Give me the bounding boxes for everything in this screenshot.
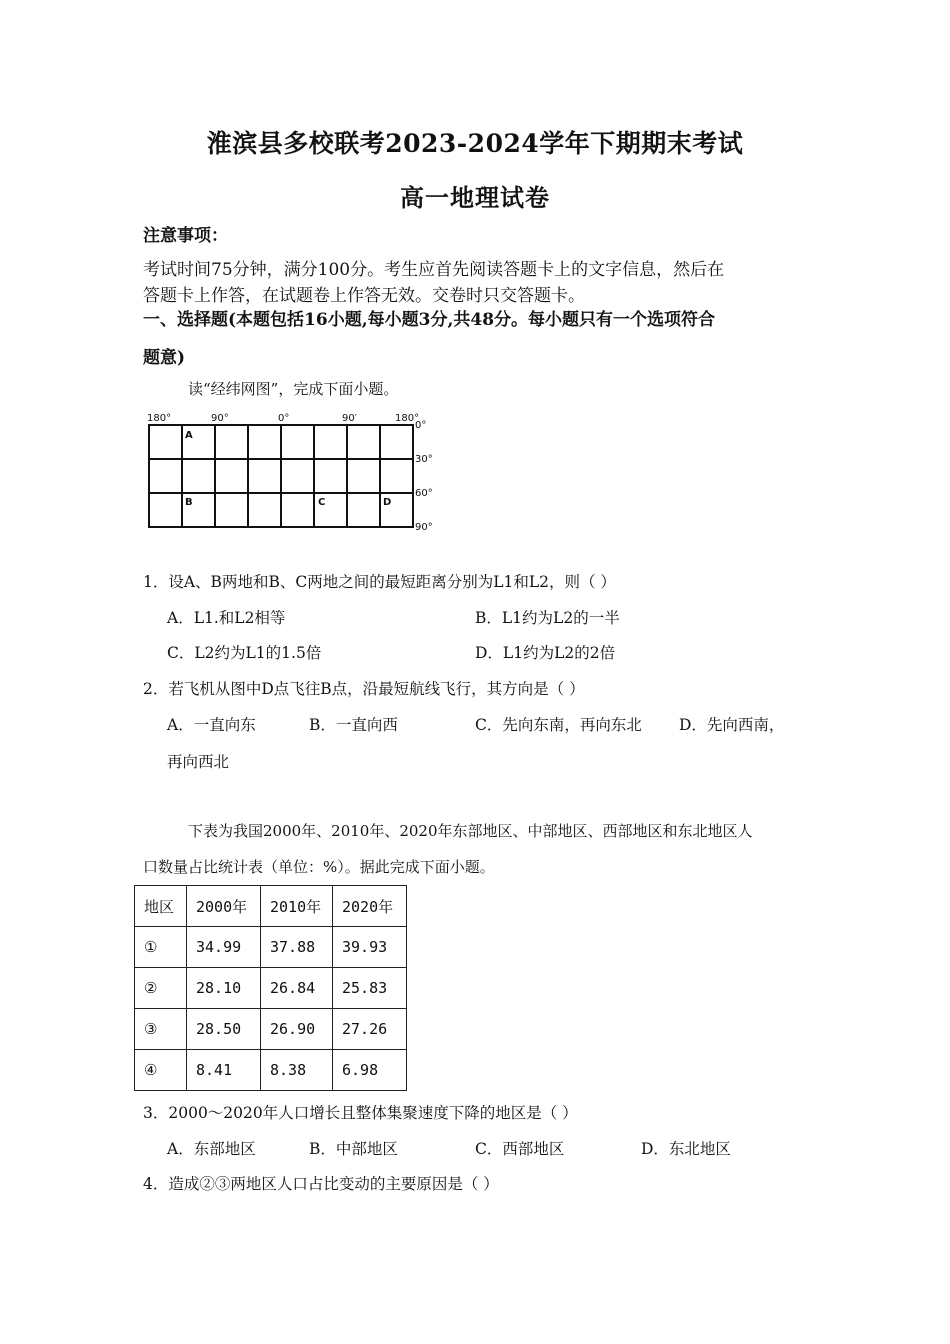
header-cell: 地区	[135, 886, 187, 927]
lon-label-0: 0°	[278, 413, 290, 424]
q3-option-a: A．东部地区	[167, 1140, 256, 1158]
lon-label-180e: 180°	[395, 413, 420, 424]
lat-label-60: 60°	[415, 488, 433, 499]
notice-line-1: 考试时间75分钟，满分100分。考生应首先阅读答题卡上的文字信息，然后在	[143, 260, 725, 280]
table-intro-line-1: 下表为我国2000年、2010年、2020年东部地区、中部地区、西部地区和东北地区人	[188, 822, 753, 840]
table-cell: 34.99	[187, 927, 261, 968]
point-c-label: C	[318, 497, 326, 508]
header-cell: 2000年	[187, 886, 261, 927]
section-heading-line-1: 一、选择题(本题包括16小题,每小题3分,共48分。每小题只有一个选项符合	[143, 310, 716, 330]
notice-heading: 注意事项：	[143, 226, 228, 246]
lon-label-90e: 90′	[342, 413, 357, 424]
figure-intro: 读“经纬网图”，完成下面小题。	[188, 380, 399, 398]
table-header-row	[135, 886, 407, 927]
table-cell: 37.88	[261, 927, 333, 968]
exam-subtitle: 高一地理试卷	[400, 183, 550, 212]
table-cell: 27.26	[333, 1009, 407, 1050]
lat-label-90: 90°	[415, 522, 433, 533]
point-b-label: B	[185, 497, 193, 508]
lon-label-90w: 90°	[211, 413, 229, 424]
table-cell: 26.84	[261, 968, 333, 1009]
q1-option-b: B．L1约为L2的一半	[475, 609, 620, 627]
table-row	[135, 927, 407, 968]
population-share-table	[134, 885, 407, 1091]
q2-option-d: D．先向西南，	[679, 716, 785, 734]
table-cell: 6.98	[333, 1050, 407, 1091]
table-row	[135, 968, 407, 1009]
point-d-label: D	[383, 497, 392, 508]
q3-stem: 3．2000～2020年人口增长且整体集聚速度下降的地区是（ ）	[143, 1104, 578, 1122]
lat-long-grid-map	[143, 408, 443, 533]
q3-option-b: B．中部地区	[309, 1140, 398, 1158]
table-cell: 8.38	[261, 1050, 333, 1091]
table-cell: 8.41	[187, 1050, 261, 1091]
lat-label-30: 30°	[415, 454, 433, 465]
q2-option-a: A．一直向东	[167, 716, 256, 734]
q1-option-a: A．L1.和L2相等	[167, 609, 286, 627]
table-cell: 25.83	[333, 968, 407, 1009]
exam-title: 淮滨县多校联考2023-2024学年下期期末考试	[206, 129, 744, 158]
q3-option-d: D．东北地区	[641, 1140, 731, 1158]
table-row	[135, 1050, 407, 1091]
notice-line-2: 答题卡上作答，在试题卷上作答无效。交卷时只交答题卡。	[143, 286, 585, 306]
q1-option-c: C．L2约为L1的1.5倍	[167, 644, 322, 662]
q2-option-d-continued: 再向西北	[167, 753, 230, 771]
header-cell: 2020年	[333, 886, 407, 927]
lat-label-0: 0°	[415, 420, 427, 431]
table-intro-line-2: 口数量占比统计表（单位：%）。据此完成下面小题。	[143, 858, 495, 876]
table-cell: ④	[135, 1050, 187, 1091]
q3-option-c: C．西部地区	[475, 1140, 565, 1158]
q1-stem: 1．设A、B两地和B、C两地之间的最短距离分别为L1和L2，则（ ）	[143, 573, 616, 591]
q2-option-c: C．先向东南，再向东北	[475, 716, 642, 734]
lon-label-180w: 180°	[147, 413, 172, 424]
point-a-label: A	[185, 430, 193, 441]
q1-option-d: D．L1约为L2的2倍	[475, 644, 616, 662]
table-cell: 28.50	[187, 1009, 261, 1050]
table-cell: ②	[135, 968, 187, 1009]
table-cell: 28.10	[187, 968, 261, 1009]
table-cell: ③	[135, 1009, 187, 1050]
q2-option-b: B．一直向西	[309, 716, 398, 734]
table-cell: ①	[135, 927, 187, 968]
q4-stem: 4．造成②③两地区人口占比变动的主要原因是（ ）	[143, 1175, 499, 1193]
table-row	[135, 1009, 407, 1050]
table-cell: 39.93	[333, 927, 407, 968]
section-heading-line-2: 题意)	[143, 348, 186, 368]
header-cell: 2010年	[261, 886, 333, 927]
q2-stem: 2．若飞机从图中D点飞往B点，沿最短航线飞行，其方向是（ ）	[143, 680, 585, 698]
table-cell: 26.90	[261, 1009, 333, 1050]
